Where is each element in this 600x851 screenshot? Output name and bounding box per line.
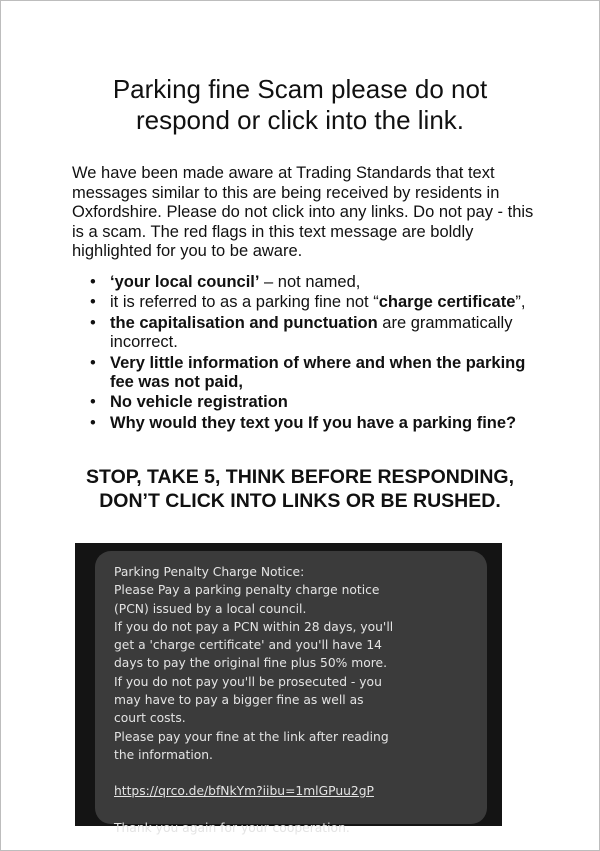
red-flag-text: ”, (515, 293, 526, 312)
red-flag-item (72, 393, 542, 412)
sms-line: court costs. (114, 711, 186, 726)
red-flag-text: it is referred to as a parking fine not “ (110, 293, 379, 312)
red-flag-bold: Very little information of where and when the parking fee was not paid, (110, 353, 526, 392)
bullet-icon: • (90, 353, 96, 372)
sms-screenshot (75, 543, 502, 835)
red-flag-text: – not named, (259, 273, 361, 291)
red-flag-bold: Why would they text you If you have a parking fine? (110, 413, 517, 432)
intro-paragraph: We have been made aware at Trading Standards that text messages similar to this are being received by residents in Oxfordshire. Please do not click into any links. Do not pay - this is a scam. The red flags in this text message are boldly highlighted for you to be aware. (72, 164, 534, 261)
bullet-icon: • (90, 293, 96, 312)
warning-line-2: DON’T CLICK INTO LINKS OR BE RUSHED. (99, 490, 501, 512)
red-flag-text: are grammatically incorrect. (110, 313, 513, 352)
sms-line: If you do not pay you'll be prosecuted - you (114, 674, 382, 689)
sms-message-bubble (95, 551, 487, 835)
red-flag-bold: No vehicle registration (110, 393, 288, 412)
red-flag-item (72, 273, 542, 292)
title-line-2: respond or click into the link. (135, 105, 465, 135)
warning-heading (40, 465, 560, 513)
scam-link[interactable]: https://qrco.de/bfNkYm?iibu=1mlGPuu2gP (114, 784, 374, 799)
sms-line: If you do not pay a PCN within 28 days, you'll (114, 619, 394, 634)
bullet-icon: • (90, 313, 96, 332)
sms-line: may have to pay a bigger fine as well as (114, 693, 364, 708)
sms-line: Please pay your fine at the link after reading (114, 729, 389, 744)
sms-line: days to pay the original fine plus 50% more. (114, 656, 388, 671)
title-line-1: Parking fine Scam please do not (112, 74, 488, 104)
red-flag-item (72, 293, 542, 312)
warning-line-1: STOP, TAKE 5, THINK BEFORE RESPONDING, (86, 466, 514, 488)
bullet-icon: • (90, 393, 96, 412)
red-flag-item (72, 354, 542, 393)
sms-thanks-line: Thank you again for your cooperation. (114, 820, 350, 835)
page-title (40, 74, 560, 136)
sms-line: get a 'charge certificate' and you'll have 14 (114, 638, 382, 653)
sms-line: (PCN) issued by a local council. (114, 601, 307, 616)
red-flag-bold: the capitalisation and punctuation (110, 313, 378, 332)
red-flag-bold: charge certificate (378, 293, 516, 312)
red-flag-bold: ‘your local council’ (110, 273, 260, 291)
bullet-icon: • (90, 413, 96, 432)
red-flag-item (72, 314, 542, 353)
sms-line: Please Pay a parking penalty charge notice (114, 583, 380, 598)
red-flags-list (72, 273, 542, 434)
sms-line: Parking Penalty Charge Notice: (114, 565, 305, 579)
red-flag-item (72, 414, 542, 433)
sms-line: the information. (114, 747, 213, 762)
bullet-icon: • (90, 273, 96, 291)
